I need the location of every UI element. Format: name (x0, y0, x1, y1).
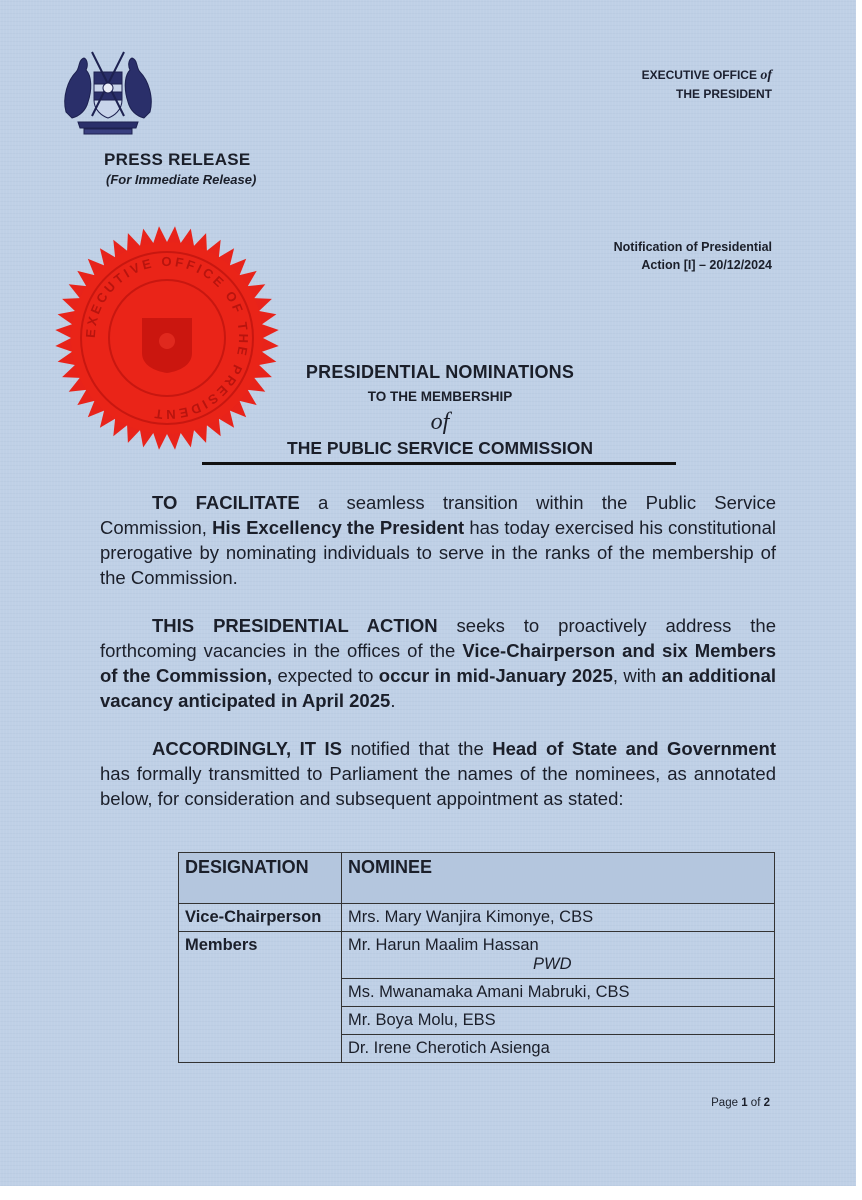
nominee-name: Mr. Harun Maalim Hassan (348, 936, 539, 954)
coat-of-arms-icon (58, 42, 158, 137)
title-line3: of (430, 409, 450, 435)
notification-reference (614, 238, 772, 274)
nominee-vice-chairperson: Mrs. Mary Wanjira Kimonye, CBS (342, 904, 775, 932)
seal-text: EXECUTIVE OFFICE OF THE PRESIDENT (82, 253, 252, 423)
nominees-table (178, 852, 775, 1063)
p2-text2: expected to (272, 665, 379, 686)
page-prefix: Page (711, 1097, 742, 1109)
p3-bold1: Head of State and Government (492, 738, 777, 759)
nominee-member: Mr. Boya Molu, EBS (342, 1007, 775, 1035)
press-release-title: PRESS RELEASE (104, 150, 251, 169)
table-row (179, 932, 775, 979)
p3-text1: notified that the (342, 738, 493, 759)
page-total: 2 (763, 1097, 770, 1109)
paragraph-2 (100, 613, 776, 713)
nominee-member: Dr. Irene Cherotich Asienga (342, 1035, 775, 1063)
p1-text2: has today exercised his constitutional prerogative by nominating individuals to serve in the ranks of the membership of the Commission. (100, 517, 776, 588)
p2-text1: seeks to proactively address the forthcoming vacancies in the offices of the (100, 615, 776, 661)
title-line1: PRESIDENTIAL NOMINATIONS (305, 362, 575, 382)
designation-members: Members (179, 932, 342, 1063)
p1-text1: a seamless transition within the Public Service Commission, (100, 492, 776, 538)
p2-lead: THIS PRESIDENTIAL ACTION (152, 615, 438, 636)
press-release-block (104, 150, 256, 187)
page-mid: of (747, 1097, 764, 1109)
p2-text4: . (390, 690, 396, 711)
table-header-row (179, 853, 775, 904)
p1-bold1: His Excellency the President (212, 517, 465, 538)
header-nominee: NOMINEE (342, 853, 775, 904)
title-line4: THE PUBLIC SERVICE COMMISSION (287, 438, 593, 458)
title-underline (202, 462, 676, 465)
paragraph-1 (100, 490, 776, 590)
p1-lead: TO FACILITATE (152, 492, 300, 513)
p2-bold3: an additional vacancy anticipated in April 2025 (100, 665, 776, 711)
p3-lead: ACCORDINGLY, IT IS (152, 738, 343, 759)
press-release-subtitle: (For Immediate Release) (106, 172, 257, 187)
p2-bold1: Vice-Chairperson and six Members of the Commission, (100, 640, 776, 686)
designation-vice-chairperson: Vice-Chairperson (179, 904, 342, 932)
pwd-note: PWD (533, 955, 572, 973)
notification-line2: Action [I] – 20/12/2024 (641, 258, 772, 272)
header-designation: DESIGNATION (179, 853, 342, 904)
p2-bold2: occur in mid-January 2025 (378, 665, 613, 686)
nominee-member: Ms. Mwanamaka Amani Mabruki, CBS (342, 979, 775, 1007)
office-line1: EXECUTIVE OFFICE (641, 68, 757, 82)
paragraph-3 (100, 736, 776, 811)
nominee-member (342, 932, 775, 979)
title-line2: TO THE MEMBERSHIP (367, 389, 513, 404)
p2-text3: , with (612, 665, 662, 686)
office-of: of (760, 68, 772, 83)
notification-line1: Notification of Presidential (613, 240, 772, 254)
p3-text2: has formally transmitted to Parliament the names of the nominees, as annotated below, for consideration and subsequent appointment as stated: (100, 763, 776, 809)
page-number (711, 1097, 770, 1109)
executive-office-heading (642, 66, 772, 103)
page-current: 1 (741, 1097, 748, 1109)
table-row (179, 904, 775, 932)
office-line2: THE PRESIDENT (675, 87, 772, 101)
